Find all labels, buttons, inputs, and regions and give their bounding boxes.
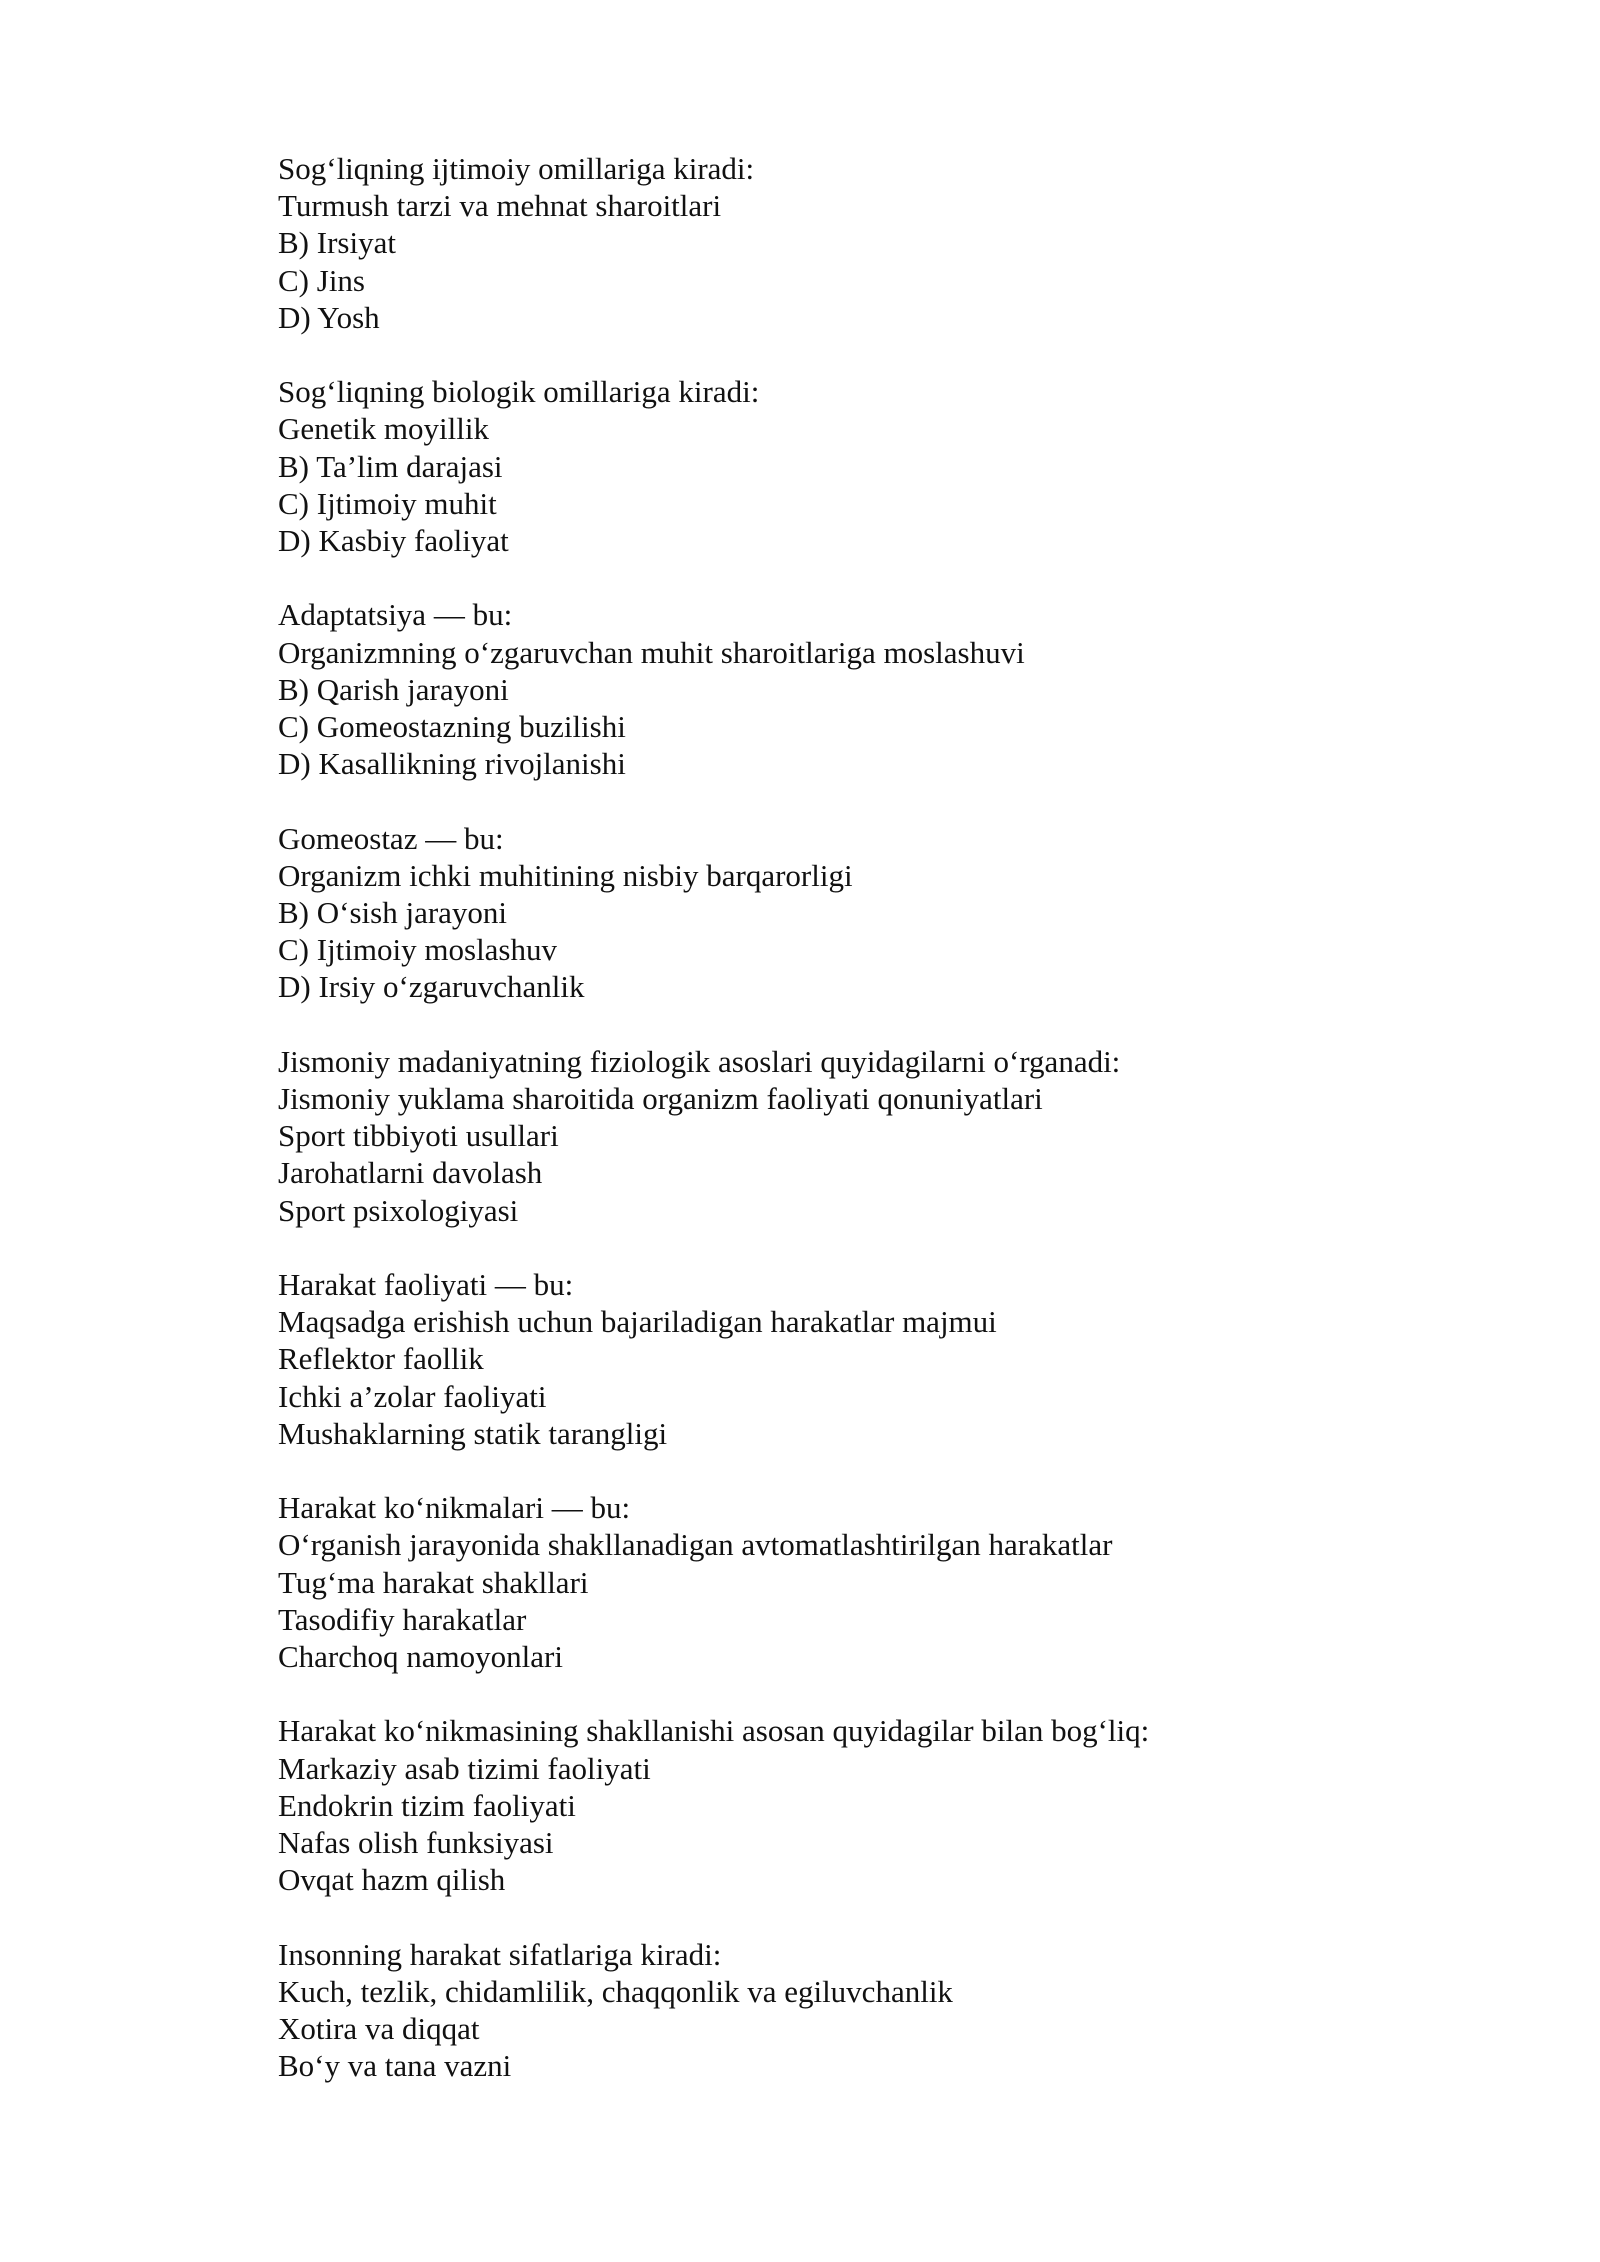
answer-option: Tug‘ma harakat shakllari	[278, 1564, 589, 1600]
answer-option: D) Kasallikning rivojlanishi	[278, 746, 626, 782]
question-block	[278, 373, 1378, 559]
answer-option: Xotira va diqqat	[278, 2011, 480, 2047]
question-text: Gomeostaz — bu:	[278, 820, 504, 856]
answer-option: D) Kasbiy faoliyat	[278, 523, 509, 559]
question-block	[278, 1266, 1378, 1452]
answer-option: Jismoniy yuklama sharoitida organizm faoliyati qonuniyatlari	[278, 1081, 1043, 1117]
answer-option: B) Qarish jarayoni	[278, 671, 509, 707]
question-text: Jismoniy madaniyatning fiziologik asoslari quyidagilarni o‘rganadi:	[278, 1043, 1121, 1079]
answer-option: D) Yosh	[278, 299, 380, 335]
answer-option: Ichki a’zolar faoliyati	[278, 1378, 547, 1414]
answer-option: Sport tibbiyoti usullari	[278, 1118, 559, 1154]
answer-option: Endokrin tizim faoliyati	[278, 1787, 576, 1823]
answer-option: Mushaklarning statik tarangligi	[278, 1415, 668, 1451]
question-text: Sog‘liqning ijtimoiy omillariga kiradi:	[278, 151, 755, 186]
question-block	[278, 1489, 1378, 1675]
answer-option: C) Ijtimoiy moslashuv	[278, 932, 557, 968]
question-text: Harakat ko‘nikmalari — bu:	[278, 1490, 631, 1526]
answer-option: Bo‘y va tana vazni	[278, 2048, 512, 2084]
question-block	[278, 1712, 1378, 1898]
answer-option: Turmush tarzi va mehnat sharoitlari	[278, 188, 722, 224]
answer-option: D) Irsiy o‘zgaruvchanlik	[278, 969, 585, 1005]
answer-option: Jarohatlarni davolash	[278, 1155, 543, 1191]
answer-option: Organizmning o‘zgaruvchan muhit sharoitlariga moslashuvi	[278, 634, 1025, 670]
answer-option: Ovqat hazm qilish	[278, 1862, 506, 1898]
answer-option: B) Ta’lim darajasi	[278, 448, 503, 484]
answer-option: O‘rganish jarayonida shakllanadigan avtomatlashtirilgan harakatlar	[278, 1527, 1113, 1563]
answer-option: Nafas olish funksiyasi	[278, 1825, 554, 1861]
answer-option: Markaziy asab tizimi faoliyati	[278, 1750, 651, 1786]
question-block	[278, 1043, 1378, 1229]
answer-option: C) Jins	[278, 262, 365, 298]
question-block	[278, 150, 1378, 336]
answer-option: Tasodifiy harakatlar	[278, 1601, 527, 1637]
question-block	[278, 596, 1378, 782]
document-content	[278, 150, 1378, 2122]
answer-option: Genetik moyillik	[278, 411, 489, 447]
question-text: Sog‘liqning biologik omillariga kiradi:	[278, 374, 760, 410]
question-text: Insonning harakat sifatlariga kiradi:	[278, 1936, 722, 1972]
answer-option: Reflektor faollik	[278, 1341, 484, 1377]
question-block	[278, 1936, 1378, 2085]
answer-option: B) Irsiyat	[278, 225, 396, 261]
answer-option: Charchoq namoyonlari	[278, 1639, 563, 1675]
answer-option: B) O‘sish jarayoni	[278, 895, 508, 931]
question-text: Harakat ko‘nikmasining shakllanishi asosan quyidagilar bilan bog‘liq:	[278, 1713, 1150, 1749]
answer-option: C) Gomeostazning buzilishi	[278, 709, 626, 745]
answer-option: Maqsadga erishish uchun bajariladigan harakatlar majmui	[278, 1304, 997, 1340]
answer-option: C) Ijtimoiy muhit	[278, 485, 497, 521]
question-text: Adaptatsiya — bu:	[278, 597, 513, 633]
answer-option: Sport psixologiyasi	[278, 1192, 519, 1228]
question-block	[278, 820, 1378, 1006]
answer-option: Kuch, tezlik, chidamlilik, chaqqonlik va egiluvchanlik	[278, 1973, 953, 2009]
question-text: Harakat faoliyati — bu:	[278, 1267, 574, 1303]
answer-option: Organizm ichki muhitining nisbiy barqarorligi	[278, 857, 853, 893]
